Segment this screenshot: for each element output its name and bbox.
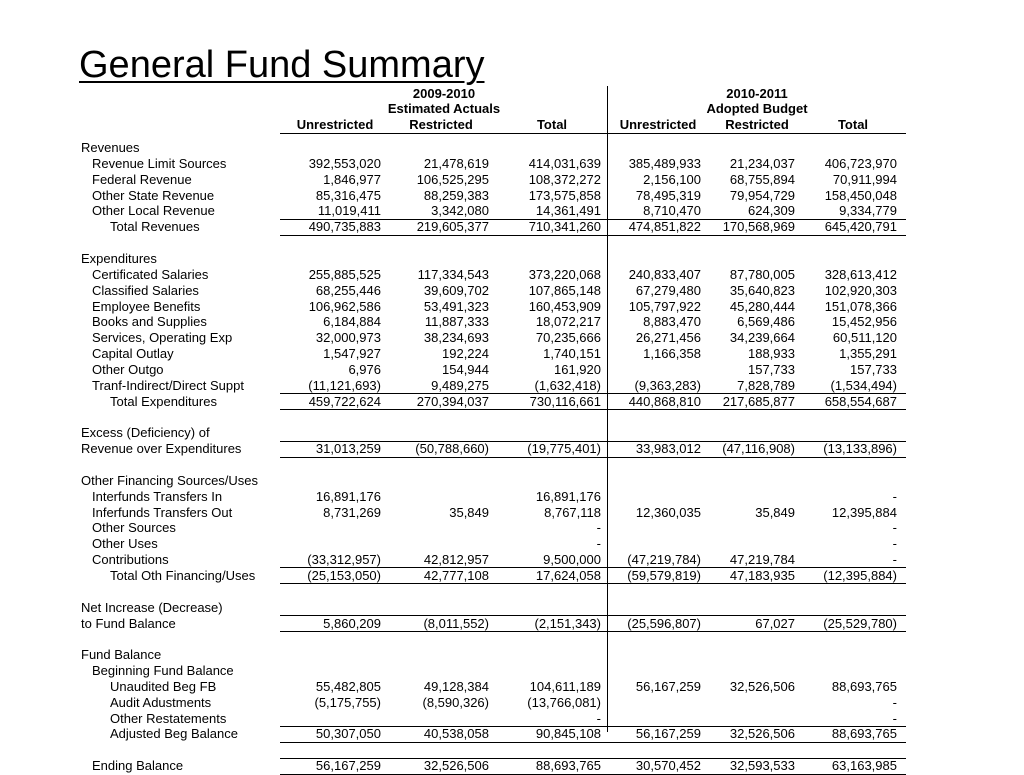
- row-label: Unaudited Beg FB: [110, 678, 217, 694]
- cell-total-2009: 88,693,765: [535, 758, 601, 774]
- cell-total-2009: 373,220,068: [528, 266, 601, 282]
- column-header-unrestricted-2010: Unrestricted: [619, 117, 697, 132]
- cell-unrestricted-2009: 8,731,269: [323, 504, 381, 520]
- row-rule: [280, 409, 906, 410]
- cell-total-2010: -: [892, 520, 897, 536]
- cell-unrestricted-2009: 50,307,050: [315, 726, 381, 742]
- cell-restricted-2010: 217,685,877: [722, 393, 795, 409]
- cell-restricted-2010: 32,526,506: [729, 726, 795, 742]
- cell-unrestricted-2009: (5,175,755): [314, 694, 381, 710]
- cell-restricted-2009: (8,011,552): [423, 615, 489, 631]
- cell-total-2010: 70,911,994: [832, 171, 897, 187]
- cell-total-2009: 107,865,148: [528, 282, 601, 298]
- row-label: Other Outgo: [92, 361, 164, 377]
- cell-total-2010: (1,534,494): [830, 377, 897, 393]
- cell-unrestricted-2010: 67,279,480: [635, 282, 701, 298]
- header-adopted-budget: Adopted Budget: [706, 101, 808, 116]
- row-label: Revenue Limit Sources: [92, 155, 227, 171]
- cell-restricted-2010: 624,309: [748, 203, 795, 219]
- row-label: Certificated Salaries: [92, 266, 209, 282]
- row-rule: [280, 631, 906, 632]
- cell-unrestricted-2009: 68,255,446: [315, 282, 381, 298]
- cell-unrestricted-2010: 385,489,933: [628, 155, 701, 171]
- cell-unrestricted-2009: 392,553,020: [308, 155, 381, 171]
- cell-total-2009: (13,766,081): [527, 694, 601, 710]
- row-label: Tranf-Indirect/Direct Suppt: [92, 377, 244, 393]
- cell-unrestricted-2010: (47,219,784): [627, 552, 701, 568]
- cell-restricted-2009: 192,224: [442, 346, 489, 362]
- cell-restricted-2009: [369, 489, 489, 505]
- cell-total-2009: 18,072,217: [535, 314, 601, 330]
- cell-unrestricted-2010: (25,596,807): [627, 615, 701, 631]
- cell-total-2009: 90,845,108: [535, 726, 601, 742]
- cell-total-2010: 158,450,048: [824, 187, 897, 203]
- cell-total-2009: 14,361,491: [535, 203, 601, 219]
- cell-restricted-2010: 68,755,894: [729, 171, 795, 187]
- cell-restricted-2009: (8,590,326): [422, 694, 489, 710]
- cell-restricted-2010: (47,116,908): [722, 441, 795, 457]
- row-rule: [280, 758, 906, 759]
- row-rule: [280, 742, 906, 743]
- cell-unrestricted-2009: 1,846,977: [323, 171, 381, 187]
- row-label: Total Expenditures: [110, 393, 217, 409]
- cell-unrestricted-2010: 8,883,470: [643, 314, 701, 330]
- cell-unrestricted-2009: 490,735,883: [308, 219, 381, 235]
- cell-total-2009: 160,453,909: [528, 298, 601, 314]
- cell-restricted-2010: 35,849: [755, 504, 795, 520]
- row-label: Employee Benefits: [92, 298, 201, 314]
- row-label: Capital Outlay: [92, 346, 174, 362]
- row-label: Expenditures: [81, 250, 157, 266]
- cell-unrestricted-2010: 26,271,456: [635, 330, 701, 346]
- row-label: Federal Revenue: [92, 171, 192, 187]
- cell-restricted-2010: 32,593,533: [729, 758, 795, 774]
- cell-restricted-2010: 157,733: [748, 361, 795, 377]
- cell-restricted-2009: 53,491,323: [423, 298, 489, 314]
- cell-unrestricted-2009: 85,316,475: [315, 187, 381, 203]
- cell-unrestricted-2010: 56,167,259: [635, 678, 701, 694]
- row-label: Other State Revenue: [92, 187, 215, 203]
- row-label: Beginning Fund Balance: [92, 663, 234, 679]
- cell-restricted-2010: 35,640,823: [729, 282, 795, 298]
- cell-total-2010: -: [892, 552, 897, 568]
- cell-unrestricted-2009: (25,153,050): [307, 567, 381, 583]
- column-header-restricted-2010: Restricted: [725, 117, 789, 132]
- cell-total-2010: 15,452,956: [831, 314, 897, 330]
- cell-total-2009: 710,341,260: [528, 219, 601, 235]
- row-label: Other Financing Sources/Uses: [81, 472, 259, 488]
- cell-restricted-2009: 88,259,383: [423, 187, 489, 203]
- cell-unrestricted-2009: 55,482,805: [315, 678, 381, 694]
- cell-total-2010: (12,395,884): [823, 567, 897, 583]
- cell-total-2010: (13,133,896): [823, 441, 897, 457]
- cell-unrestricted-2009: 11,019,411: [317, 203, 381, 219]
- row-label: Services, Operating Exp: [92, 330, 233, 346]
- cell-total-2009: -: [596, 710, 601, 726]
- cell-total-2009: 730,116,661: [529, 393, 601, 409]
- cell-unrestricted-2009: (33,312,957): [307, 552, 381, 568]
- cell-unrestricted-2009: 56,167,259: [315, 758, 381, 774]
- header-2010-2011: 2010-2011: [726, 86, 788, 101]
- cell-restricted-2009: 270,394,037: [416, 393, 489, 409]
- cell-total-2010: -: [892, 694, 897, 710]
- row-label: Other Sources: [92, 520, 176, 536]
- header-2009-2010: 2009-2010: [412, 86, 476, 101]
- cell-total-2010: -: [892, 536, 897, 552]
- row-rule: [280, 615, 906, 616]
- cell-unrestricted-2009: 5,860,209: [323, 615, 381, 631]
- cell-total-2010: 645,420,791: [824, 219, 897, 235]
- cell-unrestricted-2009: [261, 711, 381, 727]
- row-label: Revenues: [81, 140, 140, 155]
- row-label: Interfunds Transfers In: [92, 488, 223, 504]
- row-label: Other Uses: [92, 536, 158, 552]
- row-label: Ending Balance: [92, 758, 184, 774]
- cell-unrestricted-2010: 56,167,259: [635, 726, 701, 742]
- row-label: Excess (Deficiency) of: [81, 425, 210, 441]
- cell-total-2010: 1,355,291: [839, 346, 897, 362]
- cell-total-2010: 406,723,970: [824, 155, 897, 171]
- cell-total-2010: 102,920,303: [824, 282, 897, 298]
- row-label: Audit Adustments: [110, 694, 212, 710]
- cell-total-2010: 328,613,412: [824, 266, 897, 282]
- row-label: Total Oth Financing/Uses: [110, 567, 256, 583]
- cell-restricted-2009: 154,944: [442, 361, 489, 377]
- row-label: Other Restatements: [110, 710, 227, 726]
- cell-total-2009: 70,235,666: [535, 330, 601, 346]
- page-title: General Fund Summary: [79, 44, 485, 86]
- cell-total-2010: (25,529,780): [823, 615, 897, 631]
- cell-restricted-2009: (50,788,660): [415, 441, 489, 457]
- row-rule: [280, 774, 906, 775]
- cell-total-2010: 9,334,779: [839, 203, 897, 219]
- cell-total-2010: 60,511,120: [832, 330, 897, 346]
- cell-restricted-2009: [369, 536, 489, 552]
- cell-total-2009: 9,500,000: [543, 552, 601, 568]
- cell-unrestricted-2009: 16,891,176: [315, 488, 381, 504]
- header-rule: [280, 133, 906, 134]
- cell-restricted-2009: 35,849: [449, 504, 489, 520]
- cell-unrestricted-2010: 30,570,452: [635, 758, 701, 774]
- cell-restricted-2010: 47,183,935: [729, 567, 795, 583]
- cell-restricted-2010: 21,234,037: [729, 155, 795, 171]
- cell-restricted-2009: 3,342,080: [431, 203, 489, 219]
- header-estimated-actuals: Estimated Actuals: [387, 101, 501, 116]
- cell-unrestricted-2009: 1,547,927: [323, 346, 381, 362]
- column-header-total-2009: Total: [536, 117, 568, 132]
- cell-unrestricted-2010: 8,710,470: [643, 203, 701, 219]
- cell-total-2009: (1,632,418): [534, 377, 601, 393]
- cell-total-2010: 157,733: [850, 361, 897, 377]
- column-header-restricted-2009: Restricted: [409, 117, 473, 132]
- cell-restricted-2010: 7,828,789: [737, 377, 795, 393]
- fund-summary-table: [0, 86, 1024, 774]
- cell-restricted-2009: 38,234,693: [423, 330, 489, 346]
- cell-restricted-2010: 87,780,005: [729, 266, 795, 282]
- cell-unrestricted-2009: 31,013,259: [315, 441, 381, 457]
- cell-unrestricted-2010: 2,156,100: [643, 171, 701, 187]
- row-label: Classified Salaries: [92, 282, 199, 298]
- cell-restricted-2010: 34,239,664: [729, 330, 795, 346]
- cell-restricted-2010: 32,526,506: [729, 678, 795, 694]
- cell-unrestricted-2009: [261, 536, 381, 552]
- cell-total-2009: 104,611,189: [529, 678, 601, 694]
- cell-unrestricted-2010: 12,360,035: [635, 504, 701, 520]
- cell-restricted-2009: 11,887,333: [424, 314, 489, 330]
- cell-total-2009: 414,031,639: [528, 155, 601, 171]
- row-label: Inferfunds Transfers Out: [92, 504, 233, 520]
- cell-total-2010: 151,078,366: [824, 298, 897, 314]
- row-label: Total Revenues: [110, 219, 200, 235]
- cell-total-2009: (19,775,401): [527, 441, 601, 457]
- cell-restricted-2010: 67,027: [755, 615, 795, 631]
- cell-total-2009: 1,740,151: [543, 346, 601, 362]
- cell-unrestricted-2010: 105,797,922: [628, 298, 701, 314]
- row-label: Revenue over Expenditures: [81, 441, 242, 457]
- cell-total-2010: 12,395,884: [831, 504, 897, 520]
- cell-unrestricted-2010: 474,851,822: [628, 219, 701, 235]
- cell-restricted-2009: 39,609,702: [423, 282, 489, 298]
- cell-total-2010: 88,693,765: [831, 726, 897, 742]
- cell-restricted-2010: 188,933: [748, 346, 795, 362]
- cell-unrestricted-2010: (9,363,283): [634, 377, 701, 393]
- cell-restricted-2009: 40,538,058: [423, 726, 489, 742]
- row-label: Contributions: [92, 552, 169, 568]
- row-label: Adjusted Beg Balance: [110, 726, 238, 742]
- cell-total-2010: 63,163,985: [831, 758, 897, 774]
- cell-total-2009: 8,767,118: [544, 504, 601, 520]
- cell-restricted-2010: 79,954,729: [729, 187, 795, 203]
- cell-restricted-2009: 21,478,619: [423, 155, 489, 171]
- cell-unrestricted-2009: 6,976: [348, 361, 381, 377]
- cell-restricted-2009: 42,812,957: [423, 552, 489, 568]
- cell-restricted-2009: 49,128,384: [423, 678, 489, 694]
- cell-total-2009: 17,624,058: [535, 567, 601, 583]
- cell-restricted-2009: 117,334,543: [417, 266, 489, 282]
- cell-unrestricted-2010: (59,579,819): [627, 567, 701, 583]
- column-header-unrestricted-2009: Unrestricted: [296, 117, 374, 132]
- cell-restricted-2009: 106,525,295: [416, 171, 489, 187]
- cell-unrestricted-2010: 78,495,319: [635, 187, 701, 203]
- cell-unrestricted-2009: 459,722,624: [308, 393, 381, 409]
- row-rule: [280, 235, 906, 236]
- row-label: Net Increase (Decrease): [81, 599, 223, 615]
- cell-restricted-2009: 42,777,108: [423, 567, 489, 583]
- cell-total-2009: 16,891,176: [535, 488, 601, 504]
- cell-unrestricted-2010: 1,166,358: [643, 346, 701, 362]
- cell-total-2010: -: [892, 710, 897, 726]
- cell-restricted-2009: [369, 520, 489, 536]
- cell-restricted-2010: 170,568,969: [722, 219, 795, 235]
- cell-restricted-2009: 32,526,506: [423, 758, 489, 774]
- row-label: to Fund Balance: [81, 615, 176, 631]
- cell-restricted-2009: 219,605,377: [416, 219, 489, 235]
- cell-restricted-2009: 9,489,275: [431, 377, 489, 393]
- cell-unrestricted-2009: 32,000,973: [315, 330, 381, 346]
- cell-restricted-2009: [369, 711, 489, 727]
- cell-total-2009: -: [596, 536, 601, 552]
- row-rule: [280, 457, 906, 458]
- row-label: Books and Supplies: [92, 314, 207, 330]
- row-label: Other Local Revenue: [92, 203, 215, 219]
- row-label: Fund Balance: [81, 647, 162, 663]
- cell-total-2009: -: [596, 520, 601, 536]
- cell-total-2009: 173,575,858: [528, 187, 601, 203]
- cell-total-2009: 108,372,272: [528, 171, 601, 187]
- cell-total-2010: 658,554,687: [824, 393, 897, 409]
- cell-unrestricted-2010: 240,833,407: [628, 266, 701, 282]
- cell-unrestricted-2009: 6,184,884: [323, 314, 381, 330]
- cell-total-2009: 161,920: [554, 361, 601, 377]
- cell-unrestricted-2010: 33,983,012: [635, 441, 701, 457]
- row-rule: [280, 441, 906, 442]
- cell-unrestricted-2009: (11,121,693): [308, 377, 381, 393]
- cell-unrestricted-2010: 440,868,810: [628, 393, 701, 409]
- column-header-total-2010: Total: [837, 117, 869, 132]
- cell-total-2010: 88,693,765: [831, 678, 897, 694]
- cell-restricted-2010: 45,280,444: [729, 298, 795, 314]
- cell-restricted-2010: 6,569,486: [737, 314, 795, 330]
- cell-unrestricted-2009: 255,885,525: [308, 266, 381, 282]
- cell-unrestricted-2009: [261, 520, 381, 536]
- cell-restricted-2010: 47,219,784: [729, 552, 795, 568]
- cell-unrestricted-2009: 106,962,586: [308, 298, 381, 314]
- cell-total-2009: (2,151,343): [534, 615, 601, 631]
- cell-total-2010: -: [892, 488, 897, 504]
- row-rule: [280, 583, 906, 584]
